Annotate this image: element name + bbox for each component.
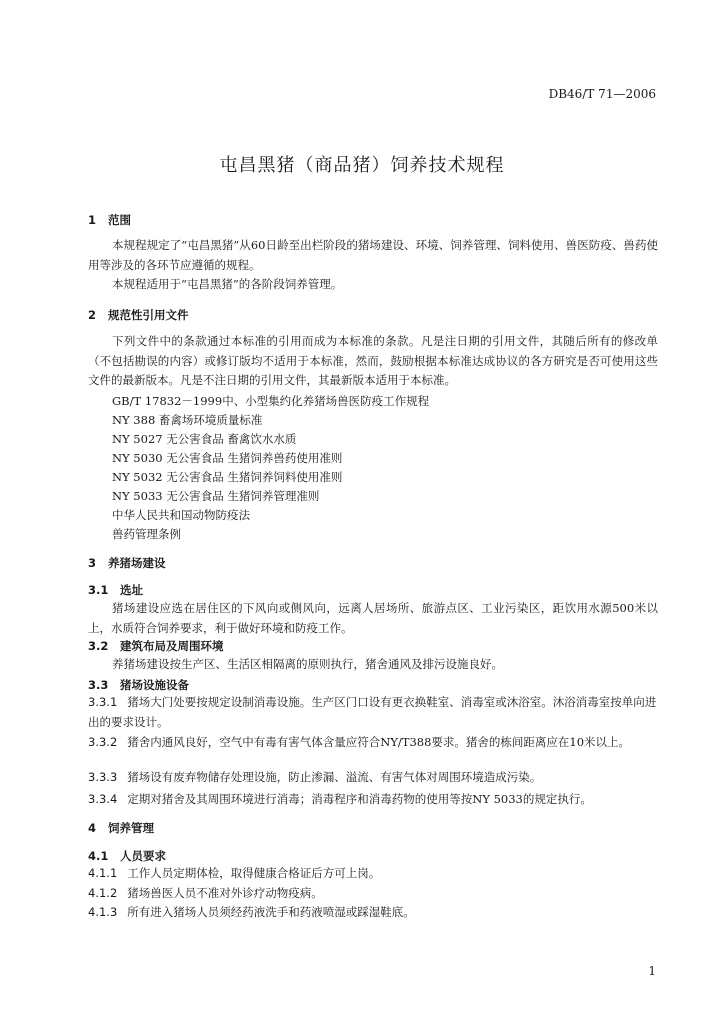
- clause-item: [88, 903, 658, 923]
- reference-item: 中华人民共和国动物防疫法: [112, 508, 250, 522]
- clause-text: 所有进入猪场人员须经药液洗手和药液喷湿或踩湿鞋底。: [127, 905, 415, 919]
- section-number: 4: [88, 821, 97, 835]
- document-title: 屯昌黑猪（商品猪）饲养技术规程: [219, 155, 505, 176]
- subsection-3-2-heading: [88, 638, 224, 654]
- subsection-3-1-heading: [88, 582, 143, 598]
- clause-text: 工作人员定期体检，取得健康合格证后方可上岗。: [127, 866, 381, 880]
- subsection-number: 3.3: [88, 678, 109, 692]
- reference-item: 兽药管理条例: [112, 527, 181, 541]
- clause-item: [88, 864, 658, 884]
- clause-number: 3.3.3: [88, 770, 118, 784]
- reference-item: NY 5033 无公害食品 生猪饲养管理准则: [112, 489, 320, 503]
- clause-number: 3.3.1: [88, 695, 118, 709]
- section-number: 1: [88, 213, 97, 227]
- subsection-title: 人员要求: [120, 849, 166, 863]
- clause-text: 猪场大门处要按规定设制消毒设施。生产区门口设有更衣换鞋室、消毒室或沐浴室。沐浴消毒室按单向进出的要求设计。: [88, 695, 657, 729]
- clause-item: [88, 884, 658, 904]
- section-4-heading: [88, 820, 154, 836]
- paragraph: 本规程规定了“屯昌黑猪”从60日龄至出栏阶段的猪场建设、环境、饲养管理、饲料使用、兽医防疫、兽药使用等涉及的各环节应遵循的规程。: [88, 238, 658, 272]
- clause-number: 3.3.2: [88, 735, 118, 749]
- section-number: 2: [88, 308, 97, 322]
- paragraph: 猪场建设应选在居住区的下风向或侧风向，远离人居场所、旅游点区、工业污染区，距饮用水源500米以上，水质符合饲养要求，利于做好环境和防疫工作。: [88, 601, 658, 635]
- reference-item: GB/T 17832－1999中、小型集约化养猪场兽医防疫工作规程: [112, 394, 430, 408]
- paragraph: 下列文件中的条款通过本标准的引用而成为本标准的条款。凡是注日期的引用文件，其随后所有的修改单（不包括勘误的内容）或修订版均不适用于本标准，然而，鼓励根据本标准达成协议的各方研究是否可使用这些文件的最新版本。凡是不注日期的引用文件，其最新版本适用于本标准。: [88, 334, 658, 387]
- clause-item: [88, 768, 658, 788]
- section-title: 饲养管理: [108, 821, 154, 835]
- paragraph: 养猪场建设按生产区、生活区相隔离的原则执行，猪舍通风及排污设施良好。: [112, 657, 503, 671]
- clause-text: 猪场设有废弃物储存处理设施，防止渗漏、溢流、有害气体对周围环境造成污染。: [127, 770, 542, 784]
- page-number: 1: [648, 964, 656, 978]
- subsection-4-1-heading: [88, 848, 166, 864]
- clause-number: 4.1.3: [88, 905, 118, 919]
- subsection-title: 猪场设施设备: [120, 678, 189, 692]
- section-title: 范围: [108, 213, 131, 227]
- clause-text: 猪场兽医人员不准对外诊疗动物疫病。: [127, 886, 323, 900]
- section-3-heading: [88, 555, 166, 571]
- clause-number: 4.1.1: [88, 866, 118, 880]
- clause-item: [88, 733, 658, 753]
- clause-item: [88, 790, 658, 810]
- paragraph: 本规程适用于“屯昌黑猪”的各阶段饲养管理。: [112, 277, 343, 291]
- reference-item: NY 5032 无公害食品 生猪饲养饲料使用准则: [112, 470, 343, 484]
- subsection-title: 选址: [120, 583, 143, 597]
- clause-text: 猪舍内通风良好，空气中有毒有害气体含量应符合NY/T388要求。猪舍的栋间距离应在10米以上。: [127, 735, 631, 749]
- reference-item: NY 388 畜禽场环境质量标准: [112, 413, 263, 427]
- subsection-title: 建筑布局及周围环境: [120, 639, 224, 653]
- section-number: 3: [88, 556, 97, 570]
- subsection-number: 3.1: [88, 583, 109, 597]
- clause-text: 定期对猪舍及其周围环境进行消毒；消毒程序和消毒药物的使用等按NY 5033的规定执行。: [127, 792, 592, 806]
- subsection-number: 3.2: [88, 639, 109, 653]
- clause-item: [88, 693, 658, 732]
- section-title: 规范性引用文件: [108, 308, 189, 322]
- section-title: 养猪场建设: [108, 556, 166, 570]
- clause-number: 3.3.4: [88, 792, 118, 806]
- document-code: DB46/T 71—2006: [548, 87, 656, 101]
- section-1-heading: [88, 212, 131, 228]
- reference-item: NY 5030 无公害食品 生猪饲养兽药使用准则: [112, 451, 343, 465]
- reference-item: NY 5027 无公害食品 畜禽饮水水质: [112, 432, 297, 446]
- clause-number: 4.1.2: [88, 886, 118, 900]
- subsection-3-3-heading: [88, 677, 189, 693]
- subsection-number: 4.1: [88, 849, 109, 863]
- section-2-heading: [88, 307, 189, 323]
